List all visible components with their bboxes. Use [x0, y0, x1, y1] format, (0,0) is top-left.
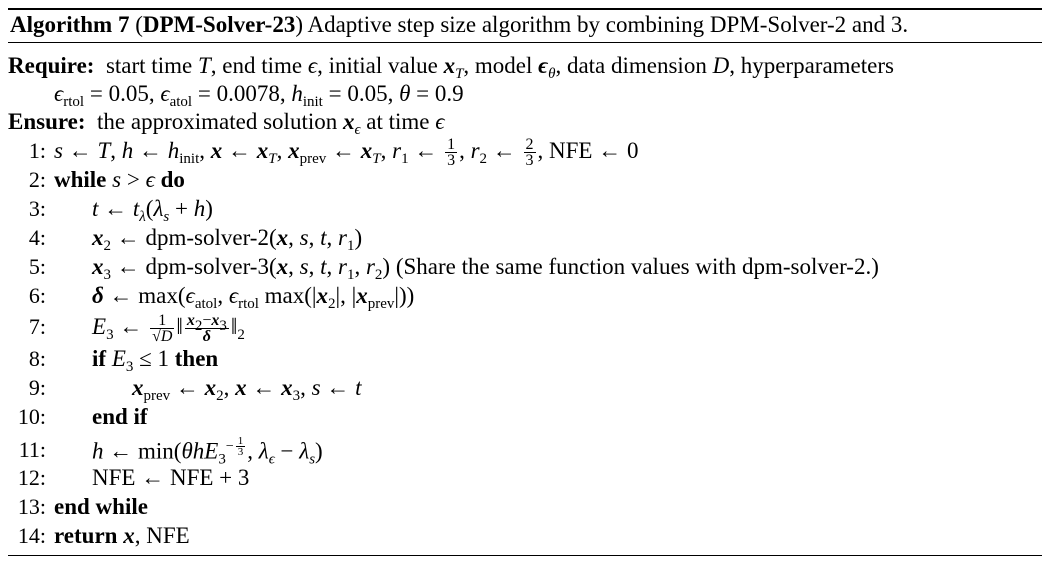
line-number: 10: — [17, 404, 46, 429]
line-number: 8: — [28, 346, 46, 371]
line-number: 12: — [17, 465, 46, 490]
line-number: 9: — [28, 375, 46, 400]
line-number: 14: — [17, 523, 46, 548]
line-number: 11: — [18, 437, 46, 462]
require-hyperparameters: $\epsilon_{rtol} = 0.05$, $\epsilon_{atol} = 0.0078$, $h_{init} = 0.05$, θ = 0.9 — [54, 81, 464, 110]
line-number: 3: — [28, 196, 46, 221]
line-number: 6: — [28, 283, 46, 308]
line-5-comment: (Share the same function values with dpm-solver-2.) — [395, 254, 879, 279]
ensure-keyword: Ensure: — [8, 109, 86, 134]
ensure-text: the approximated solution $x_\epsilon$ at time ϵ — [97, 109, 445, 138]
caption-text: Adaptive step size algorithm by combining DPM-Solver-2 and 3. — [307, 12, 909, 37]
line-number: 1: — [28, 138, 46, 163]
ensure-line — [8, 108, 445, 136]
caption-rule — [8, 42, 1042, 43]
line-number: 7: — [28, 314, 46, 339]
line-number: 13: — [17, 494, 46, 519]
caption-label: Algorithm 7 — [10, 12, 130, 37]
bottom-rule — [8, 555, 1042, 556]
line-number: 4: — [28, 225, 46, 250]
line-number: 5: — [28, 254, 46, 279]
line-number: 2: — [28, 167, 46, 192]
caption-name: DPM-Solver-23 — [142, 12, 296, 37]
algorithm-caption: Algorithm 7 (DPM-Solver-23) Adaptive step size algorithm by combining DPM-Solver-2 and 3. — [10, 12, 909, 37]
require-keyword: Require: — [8, 53, 95, 78]
require-line — [8, 52, 894, 80]
require-text: start time T, end time ϵ, initial value $x_T$, model $\epsilon_\theta$, data dimension D, hyperparameters — [105, 53, 894, 82]
